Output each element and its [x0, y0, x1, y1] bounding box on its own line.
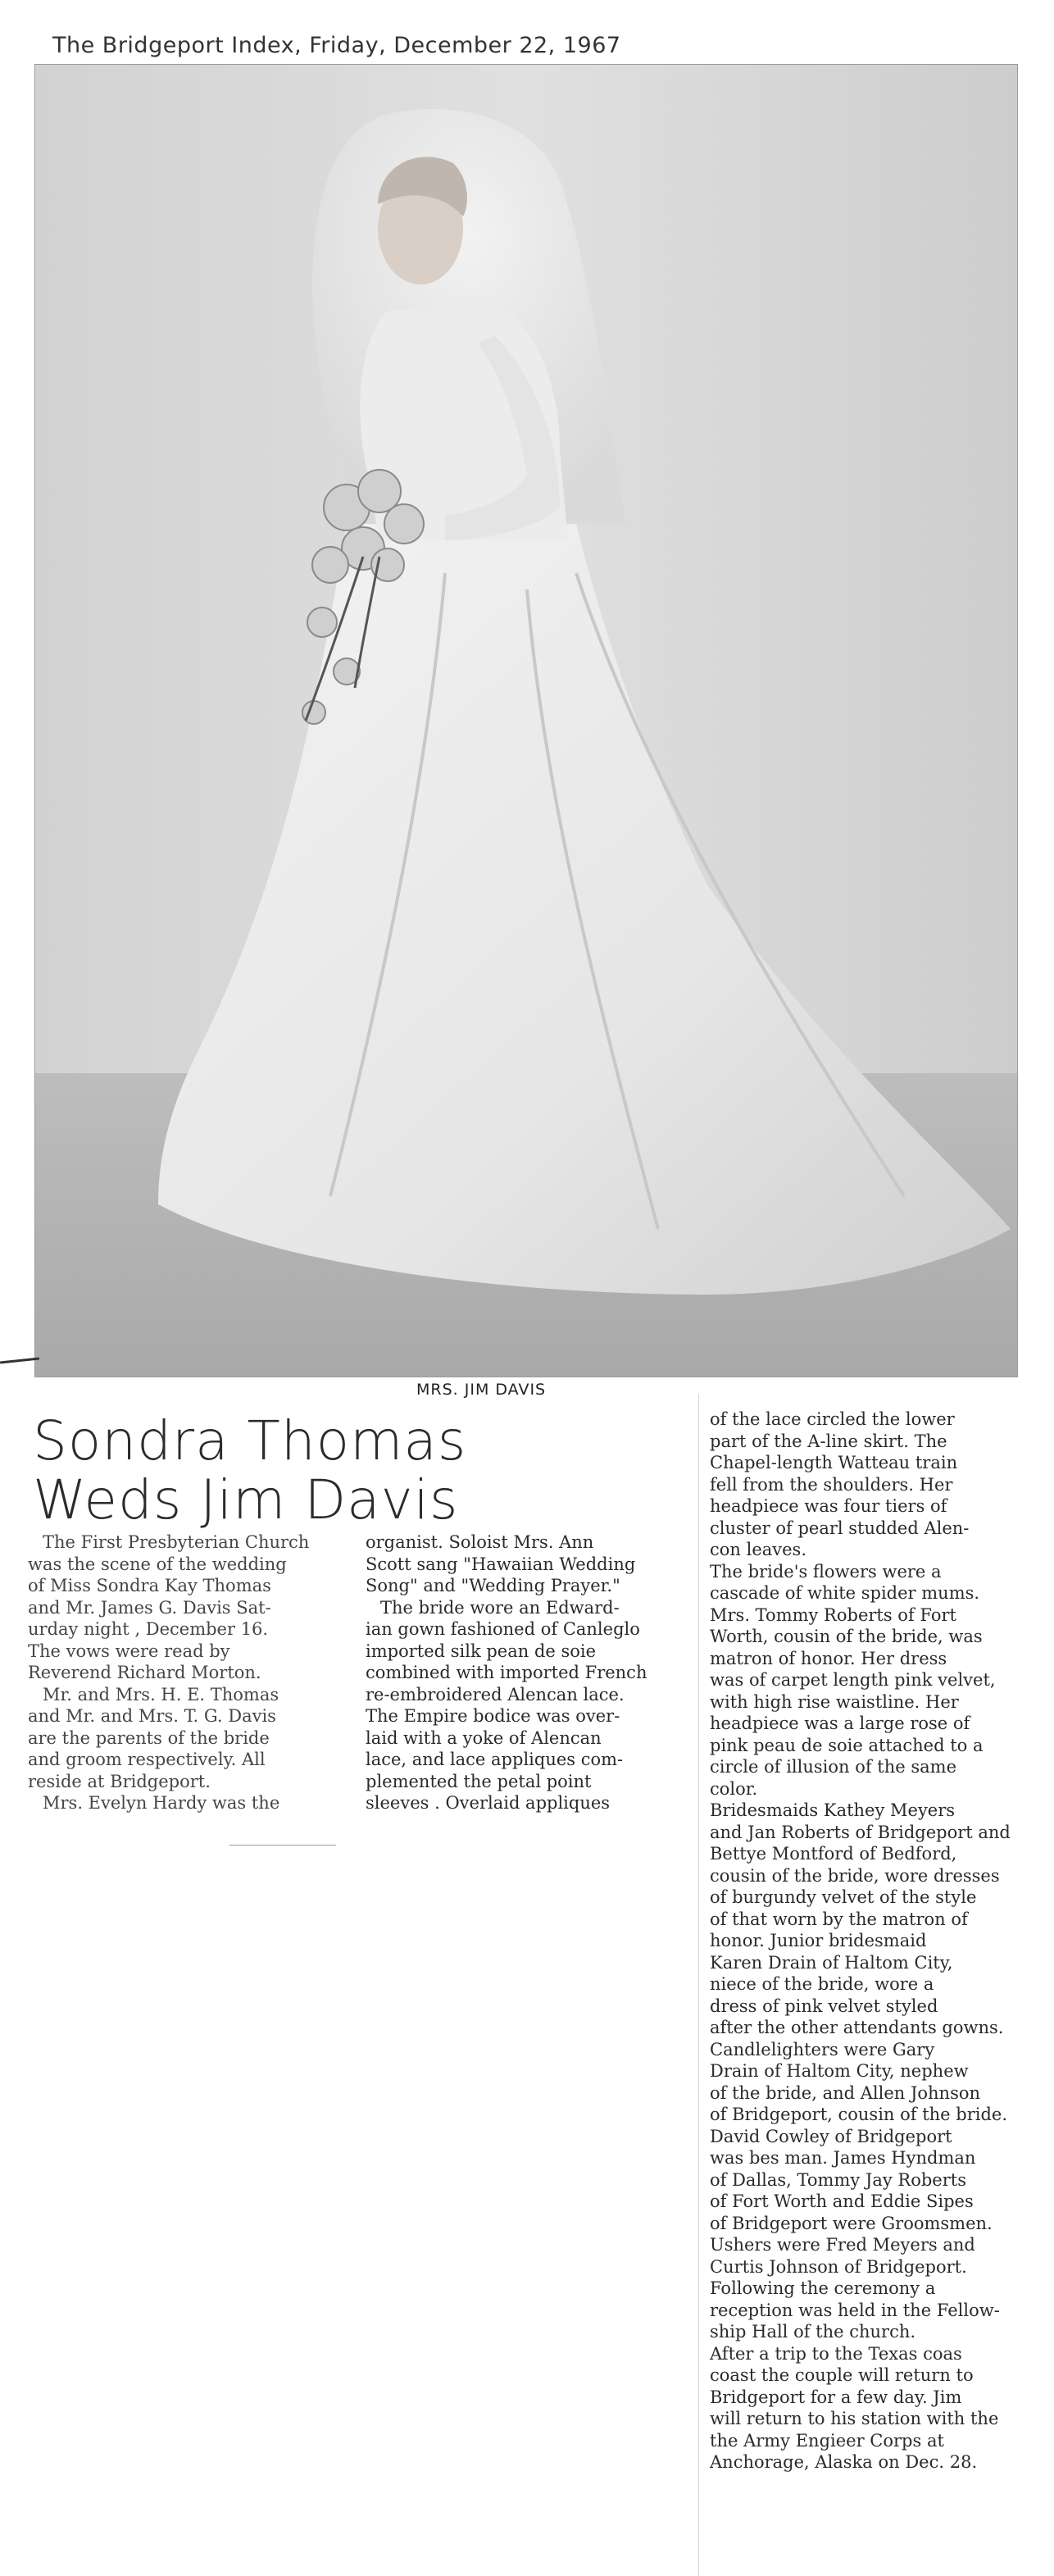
bride-photo [34, 64, 1018, 1377]
paragraph: Following the ceremony a reception was held in the Fellow- ship Hall of the church. [710, 2278, 1000, 2342]
paragraph: Bridesmaids Kathey Meyers and Jan Roberts of Bridgeport and Bettye Montford of Bedford, cousin of the bride, wore dresses of burgundy velvet of the style of that worn by the matron of honor. Junior bridesmaid Karen Drain of Haltom City, niece of the bride, wore a dress of pink velvet styled after the other attendants gowns. [710, 1800, 1011, 2037]
paragraph: The First Presbyterian Church was the scene of the wedding of Miss Sondra Kay Thomas and Mr. James G. Davis Sat- urday night , December 16. The vows were read by Reverend Richard Morton. [28, 1532, 310, 1682]
dateline: The Bridgeport Index, Friday, December 22, 1967 [52, 33, 621, 58]
photo-caption: MRS. JIM DAVIS [416, 1381, 547, 1399]
paragraph: After a trip to the Texas coas coast the couple will return to Bridgeport for a few day. Jim will return to his station with the the Army Engieer Corps at Anchorage, Alaska on Dec. 28. [710, 2343, 999, 2472]
paragraph: Mrs. Evelyn Hardy was the [43, 1793, 280, 1813]
article-column-3 [710, 1409, 1041, 2474]
paragraph: of the lace circled the lower part of the A-line skirt. The Chapel-length Watteau train fell from the shoulders. Her headpiece was four tiers of cluster of pearl studded Alen- con leaves. [710, 1409, 970, 1559]
paragraph: David Cowley of Bridgeport was bes man. James Hyndman of Dallas, Tommy Jay Roberts of Fort Worth and Eddie Sipes of Bridgeport were Groomsmen. Ushers were Fred Meyers and Curtis Johnson of Bridgeport. [710, 2126, 993, 2277]
article-column-2 [366, 1531, 677, 1814]
paragraph: Mr. and Mrs. H. E. Thomas and Mr. and Mrs. T. G. Davis are the parents of the bride and groom respectively. All reside at Bridgeport. [28, 1684, 279, 1791]
column-end-rule [229, 1845, 336, 1846]
clipping-edge [698, 1394, 699, 2576]
photo-edge-mark [0, 1357, 39, 1363]
paragraph: Candlelighters were Gary Drain of Haltom City, nephew of the bride, and Allen Johnson of Bridgeport, cousin of the bride. [710, 2039, 1008, 2124]
paragraph: The bride's flowers were a cascade of white spider mums. [710, 1561, 980, 1603]
paragraph: The bride wore an Edward- ian gown fashioned of Canleglo imported silk pean de soie combined with imported French re-embroidered Alencan lace. The Empire bodice was over- laid with a yoke of Alencan lace, and lace appliques com- plemented the petal point sleeves . Overlaid appliques [366, 1597, 647, 1813]
paragraph: organist. Soloist Mrs. Ann Scott sang "Hawaiian Wedding Song" and "Wedding Prayer." [366, 1532, 636, 1595]
headline [33, 1409, 525, 1531]
headline-line-1: Sondra Thomas [33, 1409, 467, 1472]
article-column-1 [28, 1531, 339, 1814]
paragraph: Mrs. Tommy Roberts of Fort Worth, cousin of the bride, was matron of honor. Her dress was of carpet length pink velvet, with high rise waistline. Her headpiece was a large rose of pink peau de soie attached to a circle of illusion of the same color. [710, 1604, 996, 1799]
headline-line-2: Weds Jim Davis [33, 1468, 459, 1531]
